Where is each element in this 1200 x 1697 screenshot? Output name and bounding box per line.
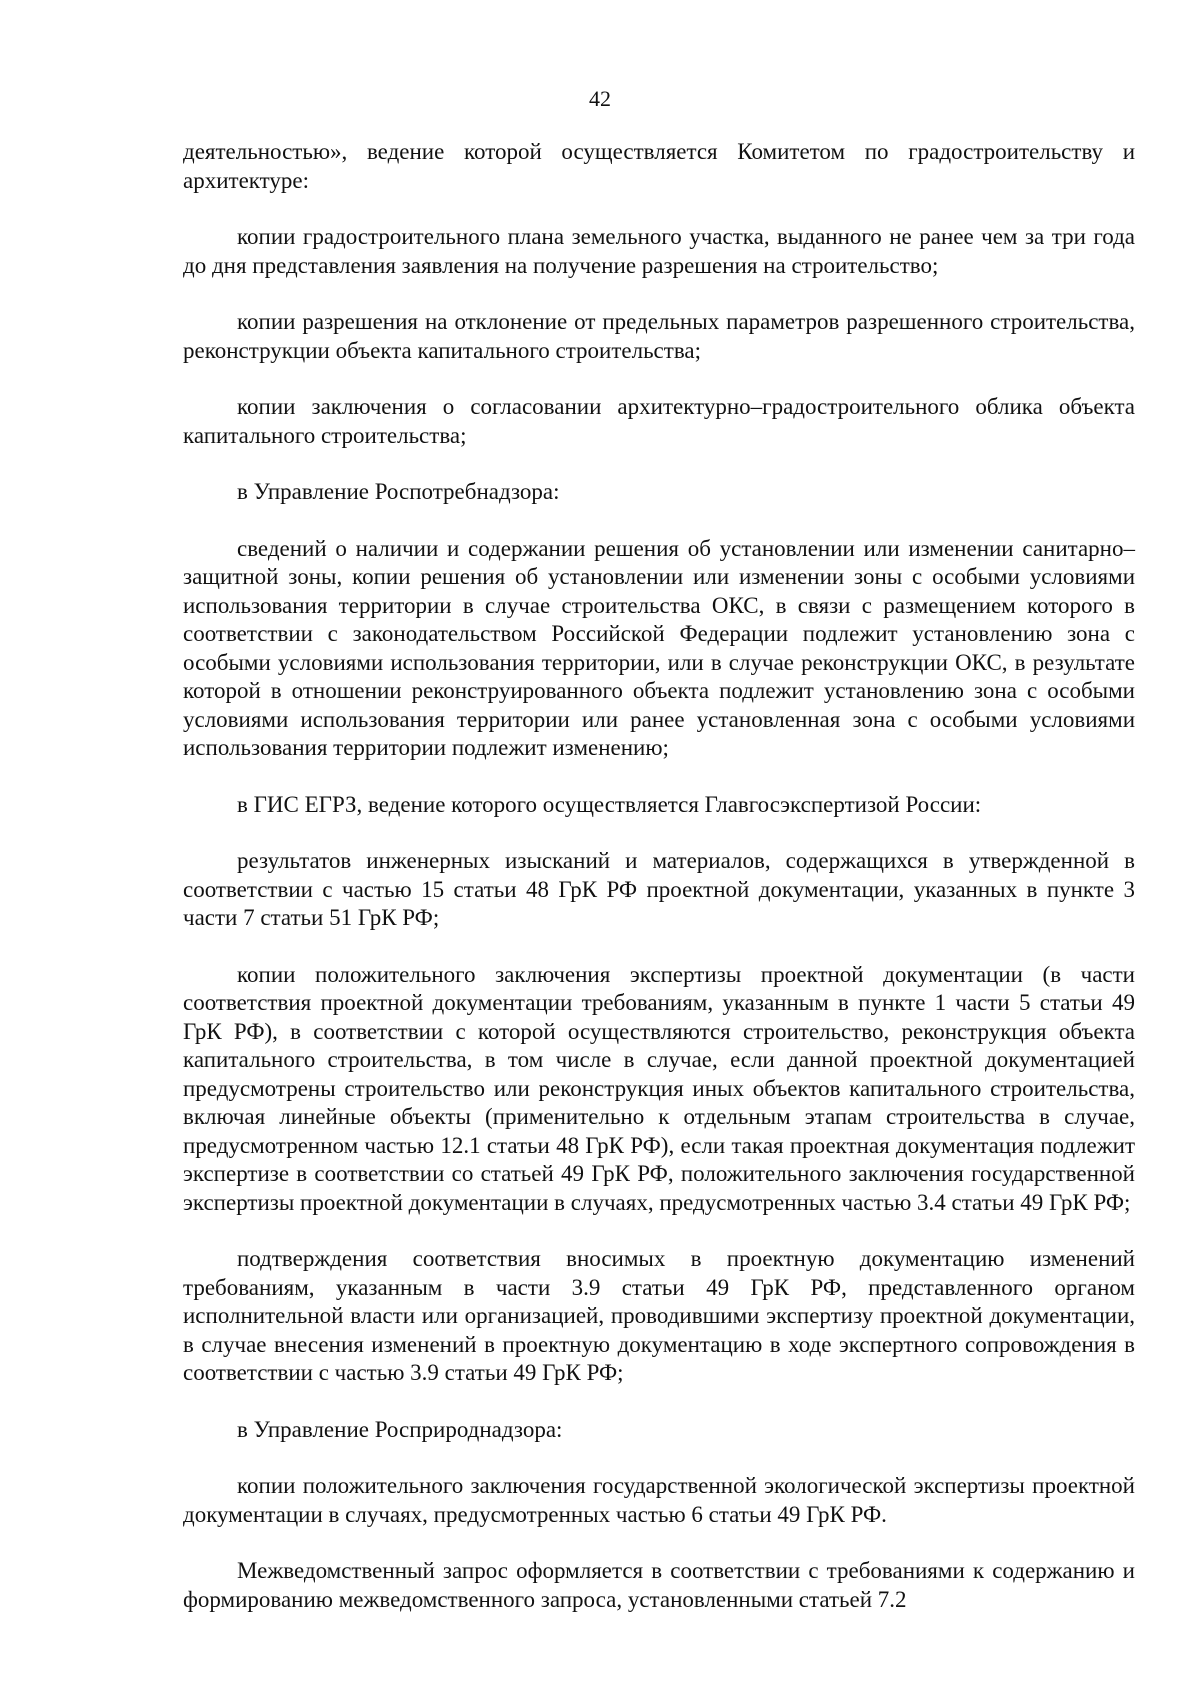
paragraph-expertise-conclusion: копии положительного заключения экспертизы проектной документации (в части соответствия проектной документации требованиям, указанным в пункте 1 части 5 статьи 49 ГрК РФ), в соответствии с которой осуществляются строительство, реконструкция объекта капитального строительства, в том числе в случае, если данной проектной документацией предусмотрены строительство или реконструкция иных объектов капитального строительства, включая линейные объекты (применительно к отдельным этапам строительства в случае, предусмотренном частью 12.1 статьи 48 ГрК РФ), если такая проектная документация подлежит экспертизе в соответствии со статьей 49 ГрК РФ, положительного заключения государственной экспертизы проектной документации в случаях, предусмотренных частью 3.4 статьи 49 ГрК РФ; xyxy=(183,961,1135,1215)
paragraph-gis-egrz-heading: в ГИС ЕГРЗ, ведение которого осуществляется Главгосэкспертизой России: xyxy=(237,791,982,817)
paragraph-changes-confirmation: подтверждения соответствия вносимых в проектную документацию изменений требованиям, указанным в части 3.9 статьи 49 ГрК РФ, представленного органом исполнительной власти или организацией, проводившими экспертизу проектной документации, в случае внесения изменений в проектную документацию в ходе экспертного сопровождения в соответствии с частью 3.9 статьи 49 ГрК РФ; xyxy=(183,1246,1135,1385)
paragraph-interagency-request: Межведомственный запрос оформляется в соответствии с требованиями к содержанию и формированию межведомственного запроса, установленными статьей 7.2 xyxy=(183,1558,1135,1612)
paragraph-rospotrebnadzor-heading: в Управление Роспотребнадзора: xyxy=(237,479,560,504)
page-number: 42 xyxy=(589,86,611,111)
paragraph-deviation-permit: копии разрешения на отклонение от предельных параметров разрешенного строительства, реконструкции объекта капитального строительства; xyxy=(183,309,1135,363)
paragraph-ecological-expertise: копии положительного заключения государственной экологической экспертизы проектной документации в случаях, предусмотренных частью 6 статьи 49 ГрК РФ. xyxy=(183,1473,1135,1527)
paragraph-engineering-surveys: результатов инженерных изысканий и материалов, содержащихся в утвержденной в соответствии с частью 15 статьи 48 ГрК РФ проектной документации, указанных в пункте 3 части 7 статьи 51 ГрК РФ; xyxy=(183,848,1135,930)
document-body xyxy=(183,138,1135,1642)
paragraph-architectural-approval: копии заключения о согласовании архитектурно–градостроительного облика объекта капитального строительства; xyxy=(183,394,1135,448)
paragraph-continuation: деятельностью», ведение которой осуществляется Комитетом по градостроительству и архитектуре: xyxy=(183,139,1135,193)
paragraph-rosprirodnadzor-heading: в Управление Росприроднадзора: xyxy=(237,1416,563,1442)
paragraph-sanitary-zone: сведений о наличии и содержании решения об установлении или изменении санитарно–защитной зоны, копии решения об установлении или изменении зоны с особыми условиями использования территории в случае строительства ОКС, в связи с размещением которого в соответствии с законодательством Российской Федерации подлежит установлению зона с особыми условиями использования территории, или в случае реконструкции ОКС, в результате которой в отношении реконструированного объекта подлежит установлению зона с особыми условиями использования территории или ранее установленная зона с особыми условиями использования территории подлежит изменению; xyxy=(183,535,1135,760)
paragraph-gradplan-copy: копии градостроительного плана земельного участка, выданного не ранее чем за три года до дня представления заявления на получение разрешения на строительство; xyxy=(183,224,1135,278)
